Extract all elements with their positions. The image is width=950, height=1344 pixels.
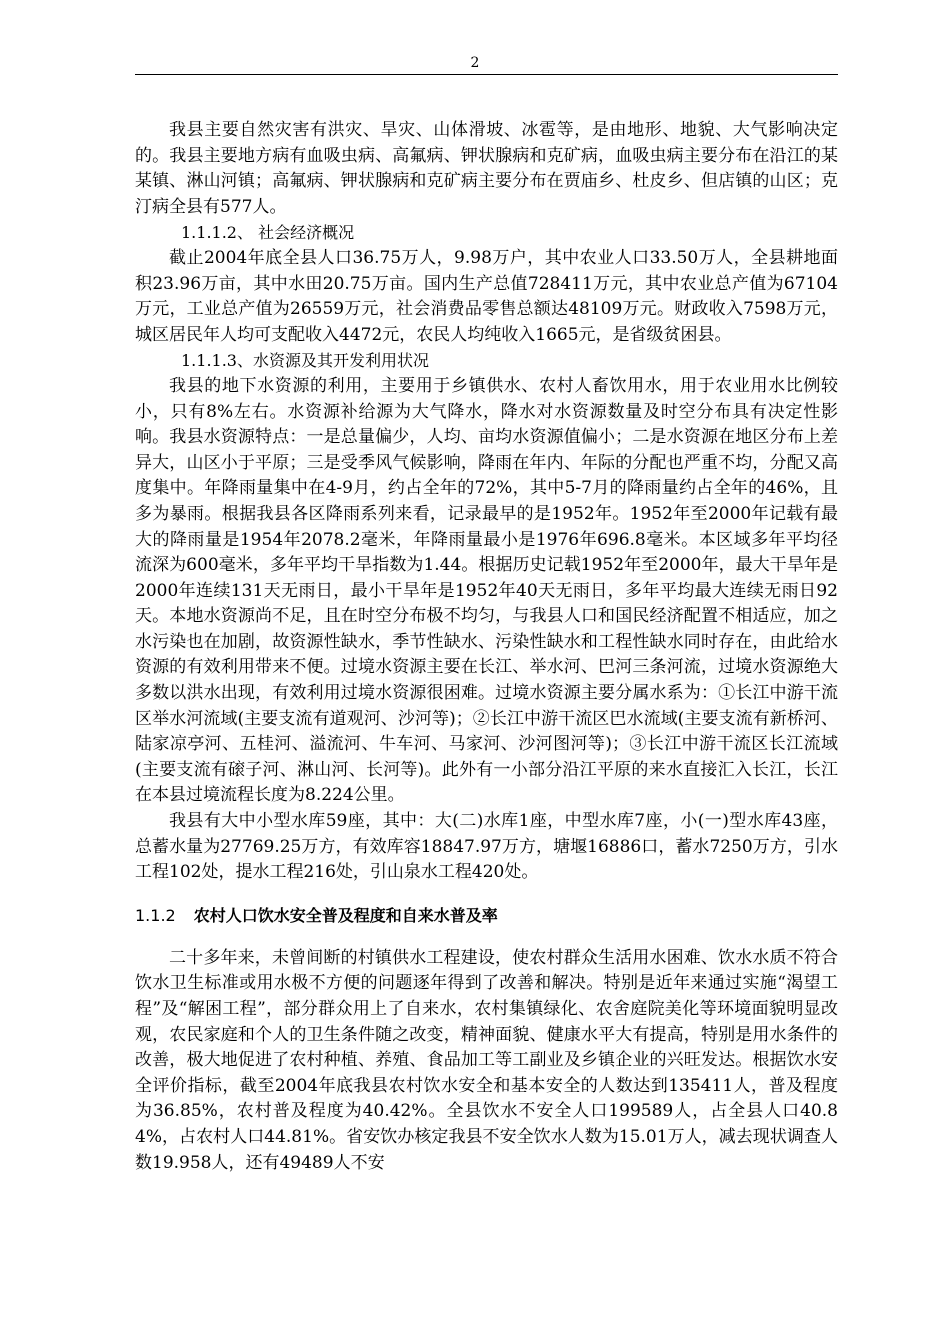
paragraph-water-resources: 我县的地下水资源的利用，主要用于乡镇供水、农村人畜饮用水，用于农业用水比例较小，只有8%左右。水资源补给源为大气降水，降水对水资源数量及时空分布具有决定性影响。我县水资源特点：一是总量偏少，人均、亩均水资源值偏小；二是水资源在地区分布上差异大，山区小于平原；三是受季风气候影响，降雨在年内、年际的分配也严重不均，分配又高度集中。年降雨量集中在4-9月，约占全年的72%，其中5-7月的降雨量约占全年的46%，且多为暴雨。根据我县各区降雨系列来看，记录最早的是1952年。1952年至2000年记载有最大的降雨量是1954年2078.2毫米，年降雨量最小是1976年696.8毫米。本区域多年平均径流深为600毫米，多年平均干旱指数为1.44。根据历史记载1952年至2000年，最大干旱年是2000年连续131天无雨日，最小干旱年是1952年40天无雨日，多年平均最大连续无雨日92天。本地水资源尚不足，且在时空分布极不均匀，与我县人口和国民经济配置不相适应，加之水污染也在加剧，故资源性缺水，季节性缺水、污染性缺水和工程性缺水同时存在，由此给水资源的有效利用带来不便。过境水资源主要在长江、举水河、巴河三条河流，过境水资源绝大多数以洪水出现，有效利用过境水资源很困难。过境水资源主要分属水系为：①长江中游干流区举水河流域(主要支流有道观河、沙河等)；②长江中游干流区巴水流域(主要支流有新桥河、陆家凉亭河、五桂河、溢流河、牛车河、马家河、沙河图河等)；③长江中游干流区长江流域(主要支流有磙子河、淋山河、长河等)。此外有一小部分沿江平原的来水直接汇入长江，长江在本县过境流程长度为8.224公里。 bbox=[135, 375, 838, 806]
paragraph-reservoirs: 我县有大中小型水库59座，其中：大(二)水库1座，中型水库7座，小(一)型水库43座，总蓄水量为27769.25万方，有效库容18847.97万方，塘堰16886口，蓄水7250万方，引水工程102处，提水工程216处，引山泉水工程420处。 bbox=[135, 811, 838, 883]
page-number: 2 bbox=[470, 55, 480, 71]
section-heading bbox=[135, 904, 838, 928]
header-rule bbox=[135, 74, 838, 75]
subheading-social-economy: 1.1.1.2、 社会经济概况 bbox=[181, 223, 355, 243]
paragraph-natural-disasters: 我县主要自然灾害有洪灾、旱灾、山体滑坡、冰雹等，是由地形、地貌、大气影响决定的。我县主要地方病有血吸虫病、高氟病、钾状腺病和克矿病，血吸虫病主要分布在沿江的某某镇、淋山河镇；高氟病、钾状腺病和克矿病主要分布在贾庙乡、杜皮乡、但店镇的山区；克汀病全县有577人。 bbox=[135, 120, 838, 217]
paragraph-drinking-water: 二十多年来，未曾间断的村镇供水工程建设，使农村群众生活用水困难、饮水水质不符合饮水卫生标准或用水极不方便的问题逐年得到了改善和解决。特别是近年来通过实施“渴望工程”及“解困工程”，部分群众用上了自来水，农村集镇绿化、农舍庭院美化等环境面貌明显改观，农民家庭和个人的卫生条件随之改变，精神面貌、健康水平大有提高，特别是用水条件的改善，极大地促进了农村种植、养殖、食品加工等工副业及乡镇企业的兴旺发达。根据饮水安全评价指标，截至2004年底我县农村饮水安全和基本安全的人数达到135411人，普及程度为36.85%，农村普及程度为40.42%。全县饮水不安全人口199589人，占全县人口40.84%，占农村人口44.81%。省安饮办核定我县不安全饮水人数为15.01万人，减去现状调查人数19.958人，还有49489人不安 bbox=[135, 947, 838, 1173]
section-number: 1.1.2 bbox=[135, 905, 176, 925]
paragraph-social-economy: 截止2004年底全县人口36.75万人，9.98万户，其中农业人口33.50万人，全县耕地面积23.96万亩，其中水田20.75万亩。国内生产总值728411万元，其中农业总产值为67104万元，工业总产值为26559万元，社会消费品零售总额达48109万元。财政收入7598万元，城区居民年人均可支配收入4472元，农民人均纯收入1665元，是省级贫困县。 bbox=[135, 247, 838, 345]
section-title: 农村人口饮水安全普及程度和自来水普及率 bbox=[193, 905, 498, 925]
document-body bbox=[135, 118, 838, 1176]
subheading-water-resources: 1.1.1.3、水资源及其开发利用状况 bbox=[181, 351, 429, 371]
